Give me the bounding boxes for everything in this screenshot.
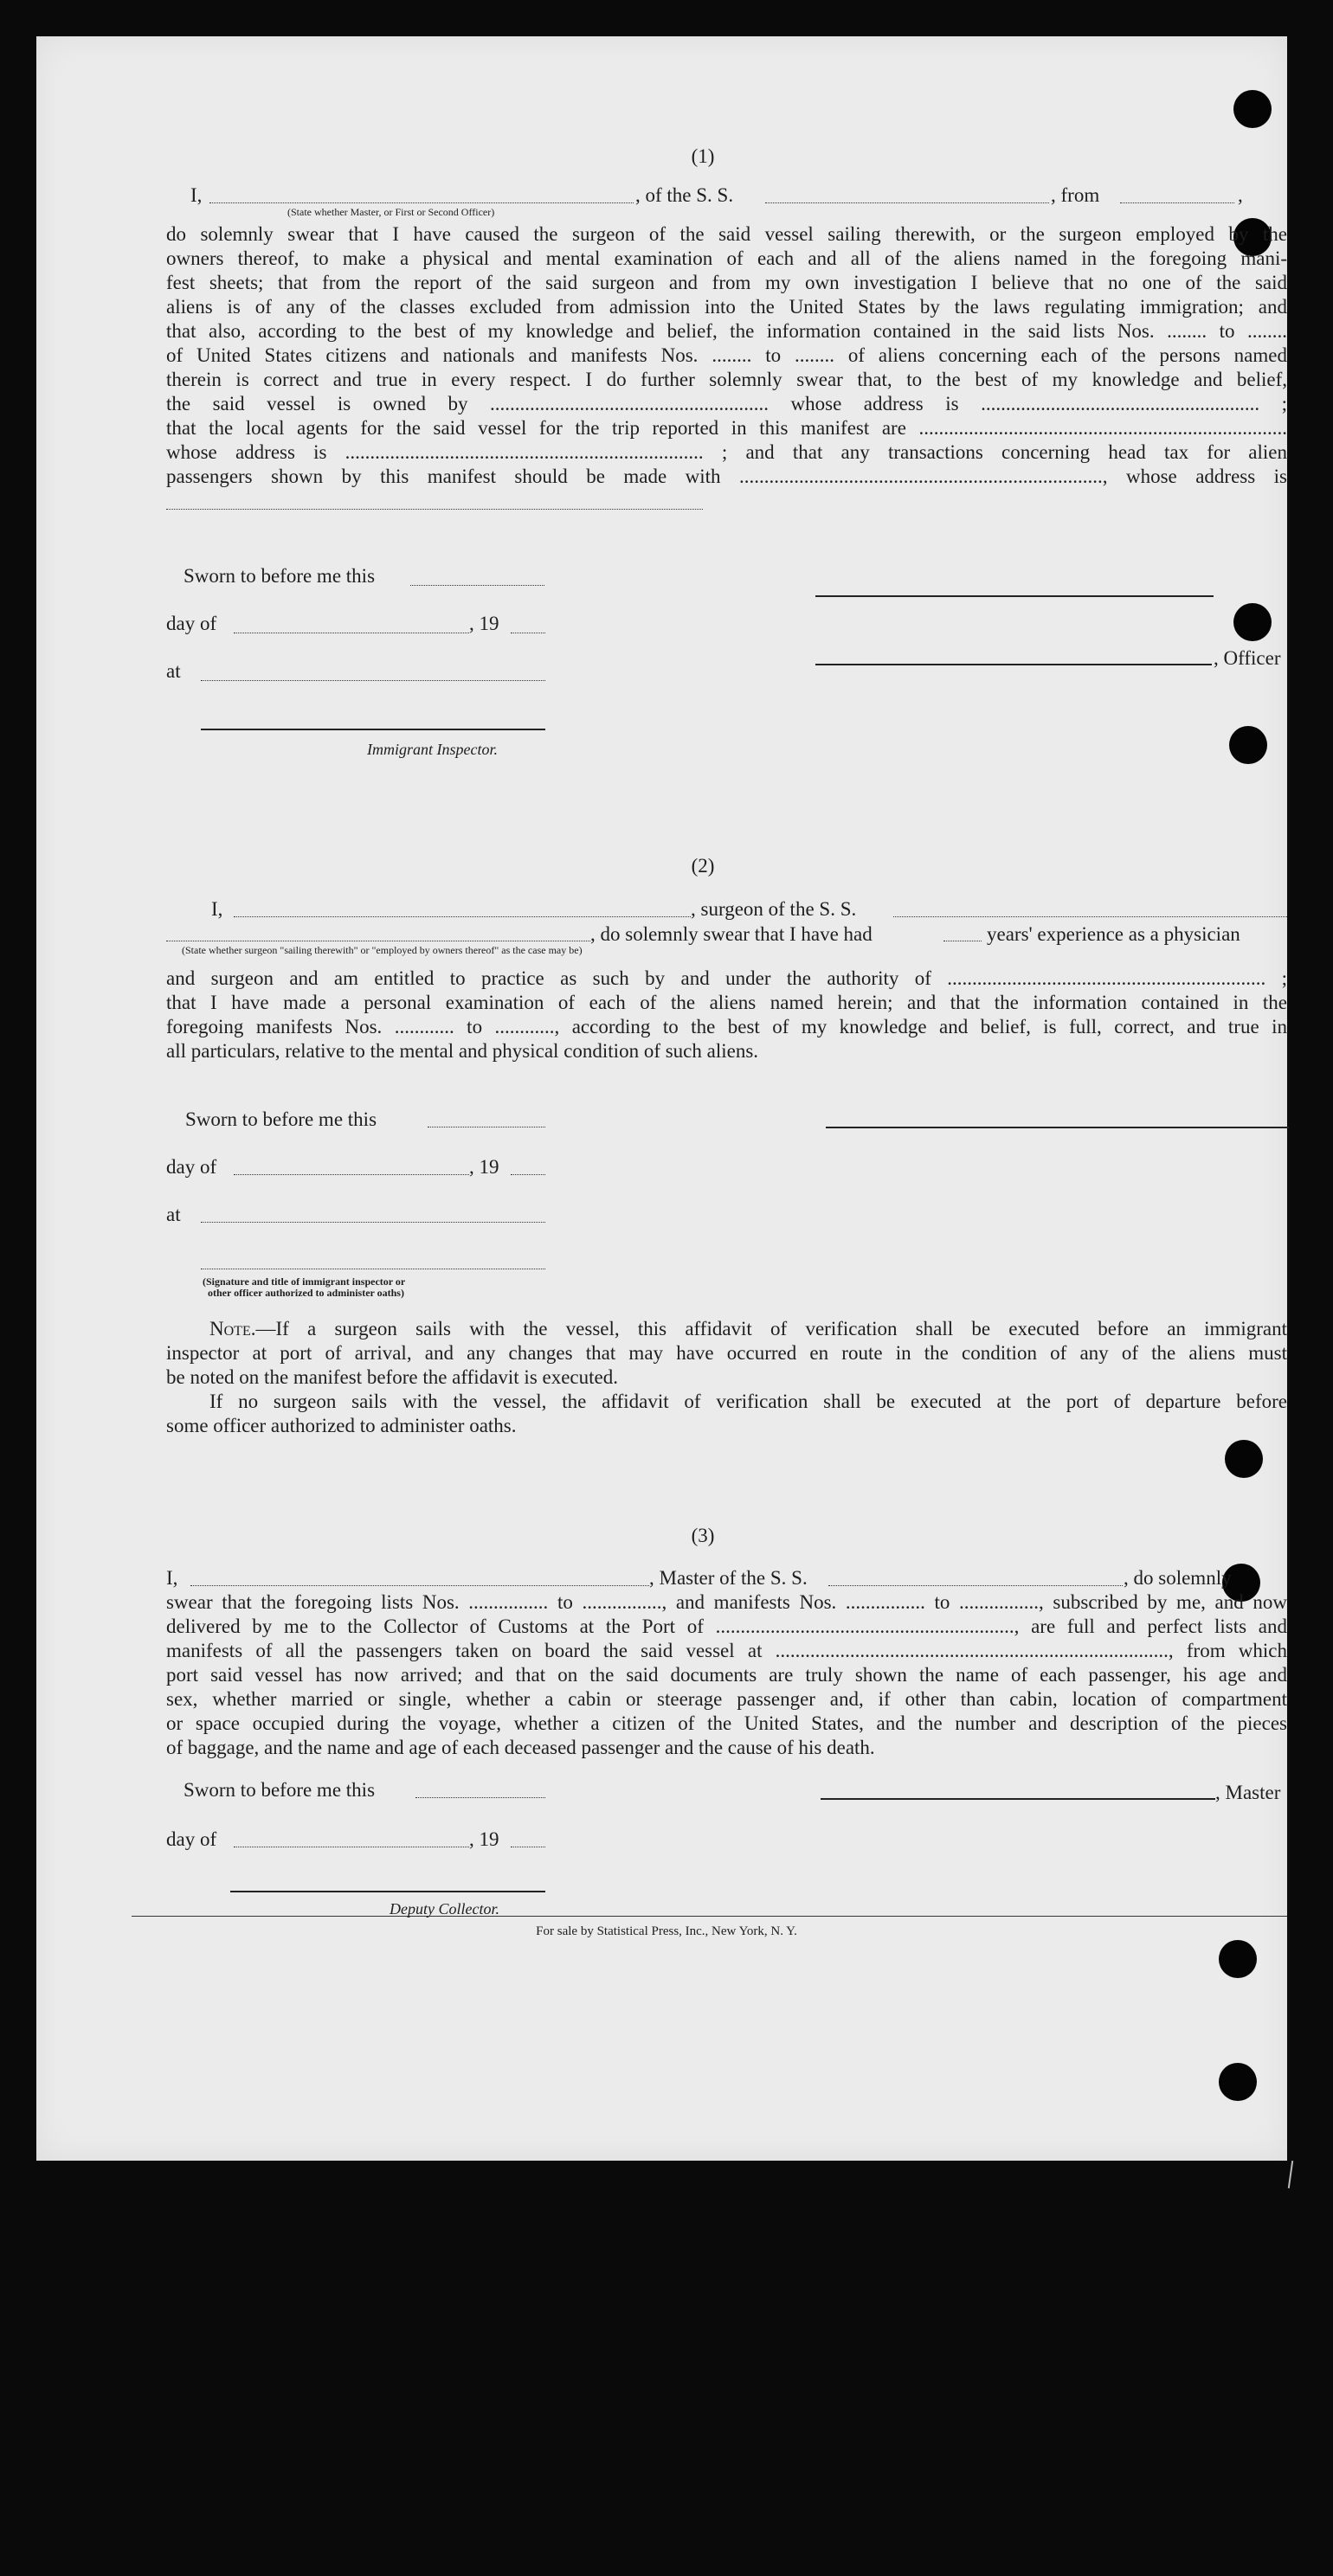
oath-3-line: manifests of all the passengers taken on board the said vessel at ..............................................................................., from which xyxy=(166,1640,1287,1661)
note-line: some officer authorized to administer oaths. xyxy=(166,1415,517,1436)
oath-3-line: or space occupied during the voyage, whether a citizen of the United States, and the number and description of the pieces xyxy=(166,1712,1287,1734)
surgeon-vessel-blank[interactable] xyxy=(893,916,1287,917)
at-label-1: at xyxy=(166,660,181,682)
day-of-label-3: day of xyxy=(166,1828,217,1850)
officer-title: , Officer xyxy=(1214,647,1281,669)
printer-footer: For sale by Statistical Press, Inc., New York, N. Y. xyxy=(536,1924,797,1938)
punch-hole xyxy=(1219,1940,1257,1978)
oath-2-pronoun: I, xyxy=(211,898,223,920)
oath-1-line: the said vessel is owned by ........................................................ whose address is ........................................................ ; xyxy=(166,393,1287,414)
officer-rank-note: (State whether Master, or First or Second Officer) xyxy=(287,206,495,218)
oath-1-vessel-label: , of the S. S. xyxy=(635,184,734,206)
oath-1-pronoun: I, xyxy=(190,184,203,206)
collector-title: Deputy Collector. xyxy=(390,1900,499,1918)
officer-signature-line-1[interactable] xyxy=(815,595,1214,597)
oath-1-line: therein is correct and true in every respect. I do further solemnly swear that, to the best of my knowledge and belief, xyxy=(166,369,1287,390)
master-vessel-blank[interactable] xyxy=(828,1585,1123,1586)
month-blank-2[interactable] xyxy=(234,1174,469,1175)
note-line: inspector at port of arrival, and any changes that may have occurred en route in the condition of any of the aliens must xyxy=(166,1342,1287,1364)
oath-2-line: that I have made a personal examination of each of the aliens named herein; and that the information contained in the xyxy=(166,992,1287,1013)
at-label-2: at xyxy=(166,1204,181,1225)
sworn-label-1: Sworn to before me this xyxy=(184,565,376,587)
year-label-1: , 19 xyxy=(469,613,499,634)
master-signature-line[interactable] xyxy=(821,1798,1215,1800)
section-2-number: (2) xyxy=(691,855,715,877)
punch-hole xyxy=(1229,726,1267,764)
oath-3-line: swear that the foregoing lists Nos. ................ to ................, and manifests Nos. ................ to ................, subscribed by me, and now xyxy=(166,1591,1287,1613)
oath-3-line: sex, whether married or single, whether a cabin or steerage passenger and, if other than cabin, location of compartment xyxy=(166,1688,1287,1710)
sworn-label-3: Sworn to before me this xyxy=(184,1779,376,1801)
master-title: , Master xyxy=(1215,1782,1281,1803)
inspector-title: Immigrant Inspector. xyxy=(367,741,498,758)
oath-1-line: do solemnly swear that I have caused the surgeon of the said vessel sailing therewith, or the surgeon employed by the xyxy=(166,223,1287,245)
oath-1-line: of United States citizens and nationals and manifests Nos. ........ to ........ of aliens concerning each of the persons named xyxy=(166,344,1287,366)
year-blank-2[interactable] xyxy=(511,1174,545,1175)
oath-1-line: that also, according to the best of my knowledge and belief, the information contained in the said lists Nos. ........ to ........ xyxy=(166,320,1287,342)
punch-hole xyxy=(1225,1440,1263,1478)
oath-2-swear-label: , do solemnly swear that I have had xyxy=(590,923,873,945)
punch-hole xyxy=(1233,603,1272,641)
place-blank-2[interactable] xyxy=(201,1222,545,1223)
section-1-number: (1) xyxy=(691,145,715,167)
vessel-name-blank[interactable] xyxy=(765,202,1049,203)
footer-rule xyxy=(132,1916,1287,1917)
oath-3-line: delivered by me to the Collector of Customs at the Port of ............................................................, are full and perfect lists and xyxy=(166,1616,1287,1637)
officer-name-blank[interactable] xyxy=(209,202,634,203)
day-of-label-1: day of xyxy=(166,613,217,634)
sworn-label-2: Sworn to before me this xyxy=(185,1108,377,1130)
bleed-through xyxy=(132,43,142,64)
oath-1-line: that the local agents for the said vessel for the trip reported in this manifest are .......................................................................... xyxy=(166,417,1287,439)
oath-1-line: whose address is ........................................................................ ; and that any transactions concerning head tax for alien xyxy=(166,441,1287,463)
note-line xyxy=(166,1317,1287,1341)
officer-signature-line-2[interactable] xyxy=(815,664,1212,665)
master-name-blank[interactable] xyxy=(190,1585,649,1586)
oath-3-line: port said vessel has now arrived; and that on the said documents are truly shown the name of each passenger, his age and xyxy=(166,1664,1287,1686)
manifest-affidavit-page xyxy=(36,36,1287,2161)
oath-3-pronoun: I, xyxy=(166,1567,178,1589)
oath-1-line: passengers shown by this manifest should be made with ........................................................................., whose address is xyxy=(166,466,1287,487)
oath-3-swear-label: , do solemnly xyxy=(1124,1567,1232,1589)
oath-1-from-label: , from xyxy=(1051,184,1100,206)
oath-1-line: owners thereof, to make a physical and mental examination of each and all of the aliens named in the foregoing mani- xyxy=(166,247,1287,269)
oath-3-line: of baggage, and the name and age of each deceased passenger and the cause of his death. xyxy=(166,1737,875,1758)
place-blank-1[interactable] xyxy=(201,680,545,681)
oath-2-vessel-label: , surgeon of the S. S. xyxy=(691,898,857,920)
oath-2-line: all particulars, relative to the mental and physical condition of such aliens. xyxy=(166,1040,759,1062)
inspector-signature-line[interactable] xyxy=(201,729,545,730)
oath-1-line: fest sheets; that from the report of the said surgeon and from my own investigation I believe that no one of the said xyxy=(166,272,1287,293)
note-text: —If a surgeon sails with the vessel, this affidavit of verification shall be executed before an immigrant xyxy=(255,1318,1287,1339)
year-label-3: , 19 xyxy=(469,1828,499,1850)
note-label: Note. xyxy=(209,1318,256,1339)
surgeon-name-blank[interactable] xyxy=(234,916,691,917)
oath-3-vessel-label: , Master of the S. S. xyxy=(649,1567,808,1589)
address-continuation-blank[interactable] xyxy=(166,509,703,510)
oath-2-line: foregoing manifests Nos. ............ to ............, according to the best of my knowledge and belief, is full, correct, and true in xyxy=(166,1016,1287,1037)
oath-2-line: and surgeon and am entitled to practice as such by and under the authority of ................................................................ ; xyxy=(166,967,1287,989)
section-3-number: (3) xyxy=(691,1525,715,1546)
signature-note-line-1: (Signature and title of immigrant inspector or xyxy=(203,1275,406,1288)
surgeon-status-note: (State whether surgeon "sailing therewith" or "employed by owners thereof" as the case may be) xyxy=(182,944,583,956)
day-of-label-2: day of xyxy=(166,1156,217,1178)
sworn-date-blank-1[interactable] xyxy=(410,585,544,586)
signature-note-line-2: other officer authorized to administer oaths) xyxy=(208,1287,404,1299)
note-line: be noted on the manifest before the affidavit is executed. xyxy=(166,1366,618,1388)
oath-1-comma: , xyxy=(1238,184,1243,206)
punch-hole xyxy=(1233,90,1272,128)
oath-1-line: aliens is of any of the classes excluded from admission into the United States by the laws regulating immigration; and xyxy=(166,296,1287,318)
year-label-2: , 19 xyxy=(469,1156,499,1178)
collector-signature-line[interactable] xyxy=(230,1891,545,1892)
oath-2-experience-label: years' experience as a physician xyxy=(987,923,1240,945)
punch-hole xyxy=(1219,2063,1257,2101)
sworn-date-blank-3[interactable] xyxy=(415,1797,545,1798)
surgeon-signature-line[interactable] xyxy=(826,1127,1289,1128)
departure-port-blank[interactable] xyxy=(1120,202,1234,203)
note-line: If no surgeon sails with the vessel, the affidavit of verification shall be executed at the port of departure before xyxy=(209,1391,1287,1412)
edge-mark xyxy=(1288,2161,1293,2188)
